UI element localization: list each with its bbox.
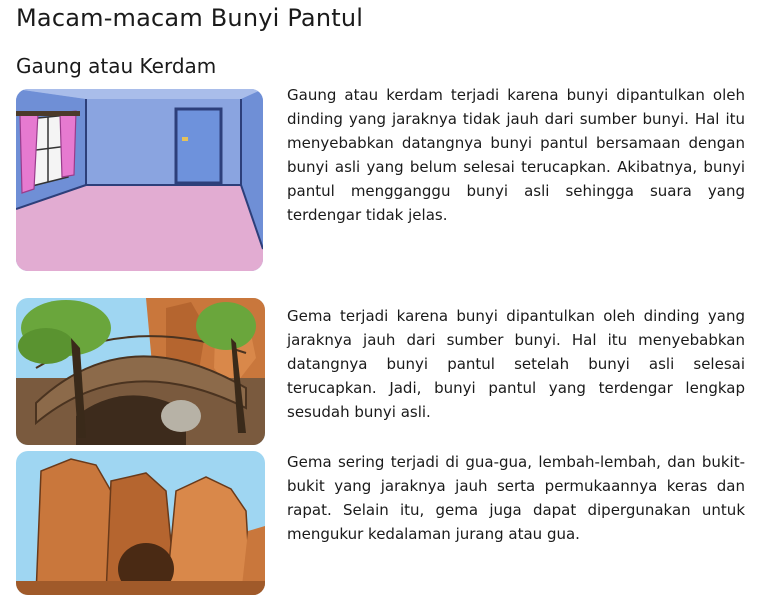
- bridge-illustration: [16, 298, 265, 445]
- paragraph-gema-1: Gema terjadi karena bunyi dipantulkan oleh dinding yang jaraknya jauh dari sumber bunyi. Hal itu menyebabkan datangnya bunyi pantul setelah bunyi asli selesai terucapkan. Jadi, bunyi pantul yang terdengar lengkap sesudah bunyi asli.: [287, 307, 745, 421]
- paragraph-gema-2: Gema sering terjadi di gua-gua, lembah-lembah, dan bukit-bukit yang jaraknya jauh serta permukaannya keras dan rapat. Selain itu, gema juga dapat dipergunakan untuk mengukur kedalaman jurang atau gua.: [287, 453, 745, 543]
- section-title: Gaung atau Kerdam: [16, 54, 217, 78]
- canyon-illustration: [16, 451, 265, 595]
- paragraph-gaung: Gaung atau kerdam terjadi karena bunyi dipantulkan oleh dinding yang jaraknya tidak jauh dari sumber bunyi. Hal itu menyebabkan datangnya bunyi pantul bersamaan dengan bunyi asli yang belum selesai terucapkan. Akibatnya, bunyi pantul mengganggu bunyi asli sehingga suara yang terdengar tidak jelas.: [287, 86, 745, 224]
- page-title: Macam-macam Bunyi Pantul: [16, 4, 364, 32]
- room-illustration: [16, 89, 263, 271]
